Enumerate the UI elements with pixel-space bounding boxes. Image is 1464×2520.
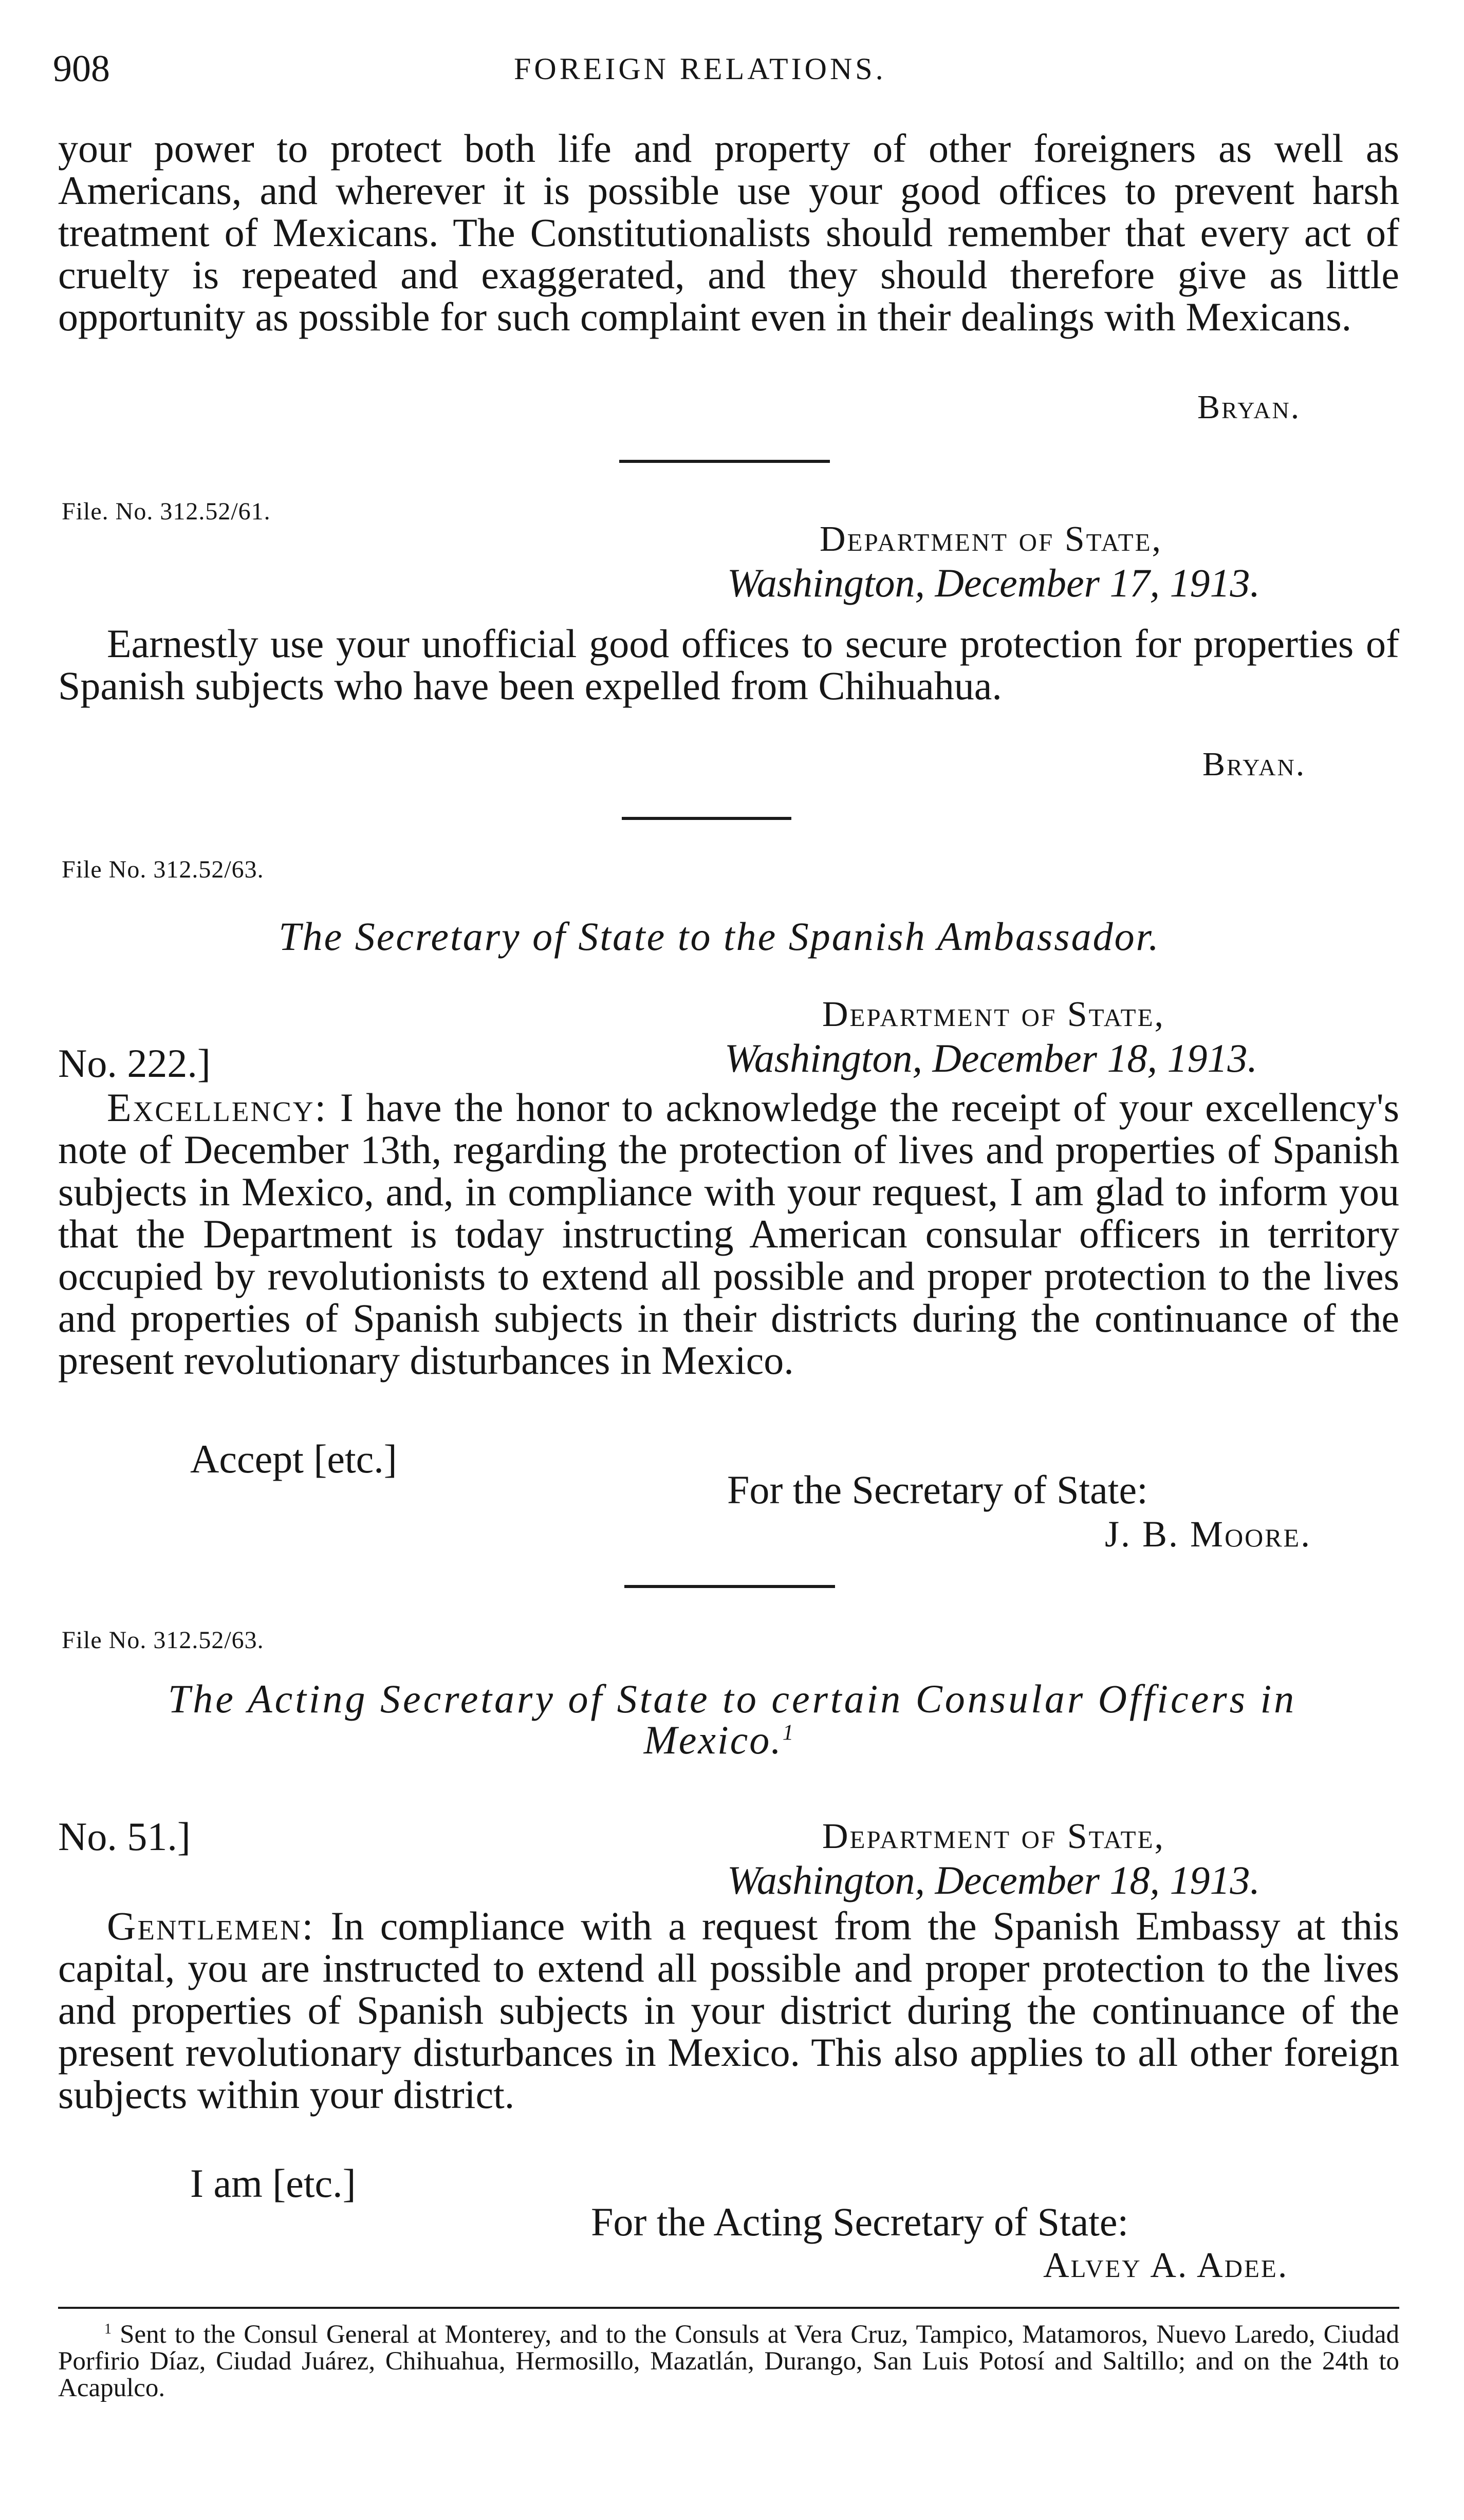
closing: Accept [etc.] [190,1436,397,1481]
letter-number: No. 51.] [58,1814,191,1859]
telegram-text: Earnestly use your unofficial good offices to secure protection for properties of Spanish subjects who have been expelled from Chihuahua. [58,621,1399,708]
signature-bryan-2: Bryan. [1202,745,1306,783]
file-number: File No. 312.52/63. [62,856,264,883]
letter-text: I have the honor to acknowledge the receipt of your excellency's note of December 13th, regarding the protection of lives and properties of Spanish subjects in Mexico, and, in compliance with your request, I am glad to inform you that the Department is today instructing American consular officers in territory occupied by revolutionists to extend all possible and proper protection to the lives and properties of Spanish subjects in their districts during the continuance of the present revolutionary disturbances in Mexico. [58,1085,1400,1383]
letter-text: In compliance with a request from the Spanish Embassy at this capital, you are instructed to extend all possible and proper protection to the lives and properties of Spanish subjects in your district during the continuance of the present revolutionary disturbances in Mexico. This also applies to all other foreign subjects within your district. [58,1903,1400,2117]
section-divider [624,1585,835,1588]
closing: I am [etc.] [190,2161,356,2206]
footnote-text: Sent to the Consul General at Monterey, and to the Consuls at Vera Cruz, Tampico, Matamoros, Nuevo Laredo, Ciudad Porfirio Díaz, Ciudad Juárez, Chihuahua, Hermosillo, Mazatlán, Durango, San Luis Potosí and Saltillo; and on the 24th to Acapulco. [58,2320,1399,2402]
dateline: Washington, December 17, 1913. [727,561,1261,605]
file-number: File No. 312.52/63. [62,1627,264,1654]
dateline: Washington, December 18, 1913. [725,1036,1258,1080]
salutation: Gentlemen: [107,1903,315,1948]
letter-heading: The Secretary of State to the Spanish Ambassador. [279,914,1160,959]
page-number: 908 [53,48,110,90]
section-divider [622,817,791,820]
department-of-state: Department of State, [822,1817,1165,1856]
for-line: For the Secretary of State: [727,1467,1148,1512]
section-divider [619,460,830,463]
heading-word: Mexico. [643,1718,783,1762]
letter-body [58,1905,1399,2116]
letter-body [58,1087,1399,1382]
signature-adee: Alvey A. Adee. [1043,2246,1289,2285]
footnote-marker: 1 [104,2321,112,2337]
letter-heading-line2 [591,1717,848,1763]
signature-bryan-1: Bryan. [1197,388,1301,426]
footnote [58,2321,1399,2401]
department-of-state: Department of State, [822,995,1165,1034]
department-of-state: Department of State, [820,519,1163,559]
footnote-ref: 1 [782,1721,795,1745]
dateline: Washington, December 18, 1913. [727,1858,1261,1902]
for-line: For the Acting Secretary of State: [591,2199,1129,2244]
letter-number: No. 222.] [58,1041,211,1086]
salutation: Excellency: [107,1085,328,1130]
running-title: FOREIGN RELATIONS. [514,52,886,86]
signature-moore: J. B. Moore. [1105,1514,1312,1555]
continuation-paragraph: your power to protect both life and property of other foreigners as well as Americans, and wherever it is possible use your good offices to prevent harsh treatment of Mexicans. The Constitutionalists should remember that every act of cruelty is repeated and exaggerated, and they should therefore give as little opportunity as possible for such complaint even in their dealings with Mexicans. [58,126,1399,339]
file-number: File. No. 312.52/61. [62,498,271,525]
footnote-divider [58,2307,1399,2309]
letter-heading: The Acting Secretary of State to certain Consular Officers in [168,1676,1297,1721]
